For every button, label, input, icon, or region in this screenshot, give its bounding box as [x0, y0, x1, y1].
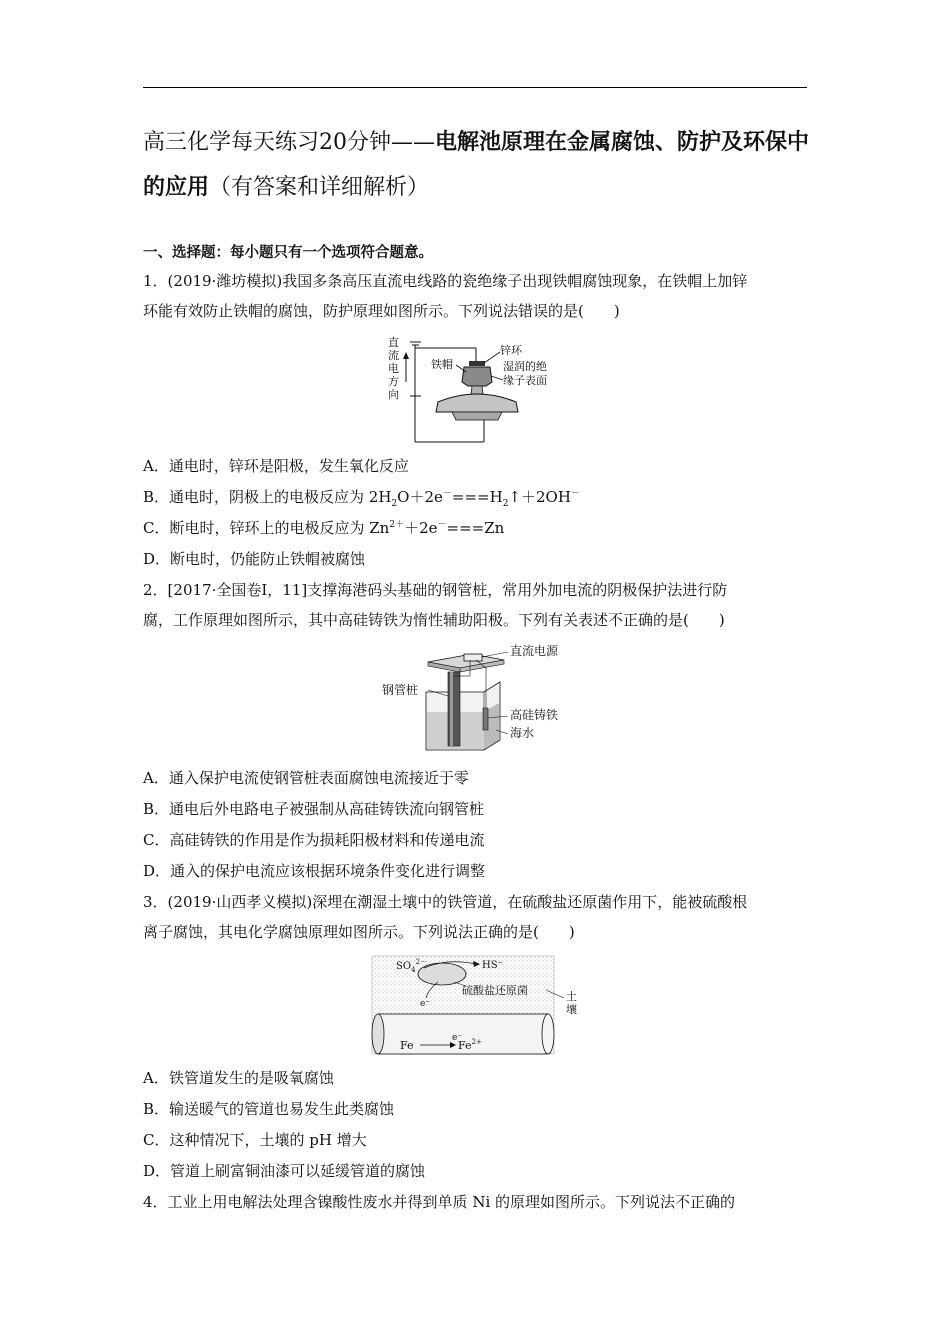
dc-power-icon: [464, 654, 482, 661]
surface-label-2: 缘子表面: [503, 374, 547, 387]
q2-stem-line1: 2．[2017·全国卷Ⅰ，11]支撑海港码头基础的钢管桩，常用外加电流的阴极保护法进行防: [143, 581, 728, 599]
q2-option-d: D．通入的保护电流应该根据环境条件变化进行调整: [143, 862, 486, 880]
power-label: 直流电源: [510, 644, 559, 658]
q1-option-d: D．断电时，仍能防止铁帽被腐蚀: [143, 550, 366, 568]
bacteria-label: 硫酸盐还原菌: [462, 984, 528, 997]
section-heading: 一、选择题：每小题只有一个选项符合题意。: [143, 245, 433, 261]
electron-label: e⁻: [420, 999, 431, 1009]
q3-figure-soil-corrosion: [366, 952, 588, 1060]
top-rule: [143, 87, 807, 88]
bacteria-icon: [418, 963, 466, 985]
q3-option-b: B．输送暖气的管道也易发生此类腐蚀: [143, 1100, 395, 1118]
q1-stem-line2: 环能有效防止铁帽的腐蚀，防护原理如图所示。下列说法错误的是( ): [143, 302, 620, 320]
zinc-label: 锌环: [500, 344, 522, 357]
iron-cap-icon: [462, 367, 492, 386]
insulator-body-icon: [436, 394, 518, 412]
q1-figure-insulator: [378, 334, 578, 446]
q2-option-a: A．通入保护电流使钢管桩表面腐蚀电流接近于零: [143, 769, 469, 787]
q1-option-b: B．通电时，阴极上的电极反应为 $2H_2O+2e^-===H_2↑+2OH^-$: [143, 488, 580, 509]
q3-option-c: C．这种情况下，土壤的 pH 增大: [143, 1131, 367, 1149]
q1-option-c: C．断电时，锌环上的电极反应为 $Zn^{2+}+2e^-===Zn$: [143, 519, 505, 537]
soil-char-2: 壤: [566, 1003, 577, 1016]
zinc-ring-icon: [469, 361, 485, 366]
q4-stem-line1: 4．工业上用电解法处理含镍酸性废水并得到单质 Ni 的原理如图所示。下列说法不正确的: [143, 1193, 736, 1211]
q3-option-d: D．管道上刷富铜油漆可以延缓管道的腐蚀: [143, 1162, 426, 1180]
title-topic: 电解池原理在金属腐蚀、防护及环保中的应用: [143, 130, 810, 200]
q2-option-c: C．高硅铸铁的作用是作为损耗阳极材料和传递电流: [143, 831, 485, 849]
q3-option-a: A．铁管道发生的是吸氧腐蚀: [143, 1069, 334, 1087]
electron-label-2: e⁻: [452, 1033, 463, 1043]
dir-char-3: 电: [388, 362, 399, 375]
fe-label: Fe: [400, 1039, 414, 1052]
dir-char-2: 流: [388, 349, 399, 362]
water-label: 海水: [510, 726, 535, 740]
q1-option-a: A．通电时，锌环是阳极，发生氧化反应: [143, 457, 409, 475]
cap-label: 铁帽: [431, 358, 453, 371]
steel-pile-icon: [448, 672, 460, 746]
q2-figure-cathodic-protection: [380, 640, 580, 754]
q3-stem-line1: 3．(2019·山西孝义模拟)深埋在潮湿土壤中的铁管道，在硫酸盐还原菌作用下，能被硫酸根: [143, 893, 748, 911]
fe2-label: $Fe^{2+}$: [458, 1038, 482, 1052]
sulfate-label: $SO_4^{2-}$: [396, 958, 427, 974]
silicon-iron-icon: [483, 708, 488, 730]
q1-stem-line1: 1．(2019·潍坊模拟)我国多条高压直流电线路的瓷绝缘子出现铁帽腐蚀现象，在铁帽上加锌: [143, 272, 748, 290]
arrow-head-icon: [403, 352, 409, 359]
hs-label: HS⁻: [482, 960, 503, 971]
q2-stem-line2: 腐，工作原理如图所示，其中高硅铸铁为惰性辅助阳极。下列有关表述不正确的是( ): [143, 611, 725, 629]
dir-char-4: 方: [388, 375, 399, 388]
pile-label: 钢管桩: [382, 683, 419, 697]
dir-char-5: 向: [388, 388, 399, 401]
iron-label: 高硅铸铁: [510, 708, 559, 722]
page-title: [143, 120, 813, 210]
q3-stem-line2: 离子腐蚀，其电化学腐蚀原理如图所示。下列说法正确的是( ): [143, 923, 575, 941]
q2-option-b: B．通电后外电路电子被强制从高硅铸铁流向钢管桩: [143, 800, 485, 818]
title-suffix: （有答案和详细解析）: [209, 175, 430, 200]
surface-label-1: 湿润的绝: [503, 360, 547, 373]
soil-char-1: 土: [566, 990, 577, 1003]
title-prefix: 高三化学每天练习20分钟——: [143, 130, 435, 155]
dir-char-1: 直: [388, 336, 399, 349]
